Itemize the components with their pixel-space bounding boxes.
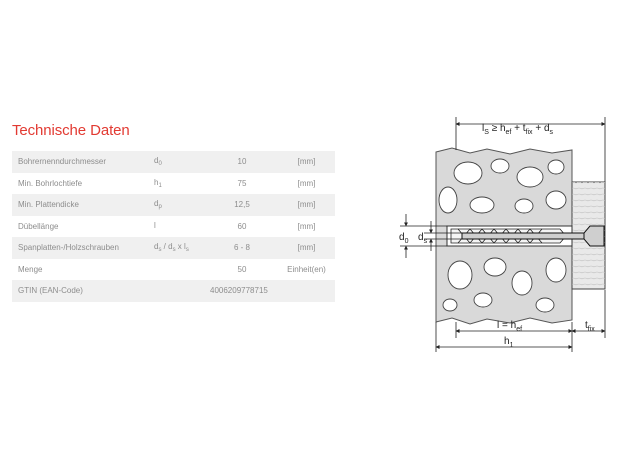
spec-value: 6 - 8 (206, 237, 278, 259)
spec-label: Spanplatten-/Holzschrauben (12, 237, 154, 259)
spec-label: Bohrernenndurchmesser (12, 151, 154, 173)
spec-label: Min. Bohrlochtiefe (12, 173, 154, 195)
symbol-sub: p (158, 204, 162, 211)
spec-unit: [mm] (278, 237, 335, 259)
spec-unit: [mm] (278, 194, 335, 216)
symbol-base: d (154, 242, 159, 252)
symbol-sub: s (185, 247, 189, 254)
spec-label: Menge (12, 259, 154, 281)
spec-unit: Einheit(en) (278, 259, 335, 281)
spec-unit: [mm] (278, 173, 335, 195)
d0-label: $d_0$ (399, 232, 409, 245)
section-title: Technische Daten (12, 122, 130, 139)
symbol-sub: 1 (158, 182, 162, 189)
symbol-sub: 0 (158, 161, 162, 168)
l-hef-label: $l = h_{ef}$ (497, 320, 523, 333)
symbol-base: d (154, 199, 159, 209)
spec-value: 50 (206, 259, 278, 281)
spec-unit: [mm] (278, 151, 335, 173)
gtin-value: 4006209778715 (154, 280, 335, 302)
spec-label: Min. Plattendicke (12, 194, 154, 216)
spec-value: 75 (206, 173, 278, 195)
symbol-sub: s (172, 247, 176, 254)
symbol-base: / d (161, 242, 173, 252)
spec-value: 10 (206, 151, 278, 173)
ds-label: $d_s$ (418, 232, 428, 245)
tfix-label: $t_{fix}$ (585, 320, 595, 333)
ls-formula-label: $l_S \ge h_{ef} + t_{fix} + d_s$ (482, 123, 554, 136)
spec-label: Dübellänge (12, 216, 154, 238)
symbol-base: h (154, 177, 159, 187)
symbol-sub: s (158, 247, 162, 254)
gtin-label: GTIN (EAN-Code) (12, 280, 154, 302)
spec-unit: [mm] (278, 216, 335, 238)
spec-value: 12,5 (206, 194, 278, 216)
symbol-base: l (154, 220, 156, 230)
symbol-base: x l (175, 242, 186, 252)
h1-label: $h_1$ (504, 336, 514, 349)
spec-value: 60 (206, 216, 278, 238)
symbol-base: d (154, 156, 159, 166)
